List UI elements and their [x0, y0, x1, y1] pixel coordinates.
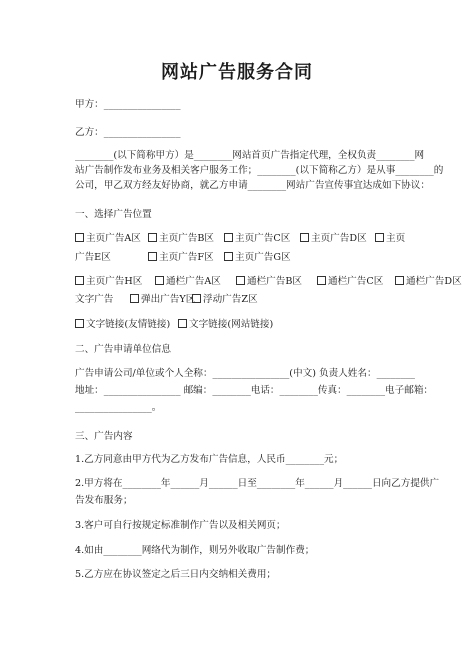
option-label: 主页	[386, 233, 406, 244]
applicant-info-line: 广告申请公司/单位或个人全称：________________(中文) 负责人姓名：________	[75, 368, 415, 379]
checkbox-icon[interactable]	[130, 294, 139, 303]
ad-position-option[interactable]	[75, 232, 141, 246]
party-a-line: 甲方：________________	[75, 99, 181, 110]
checkbox-icon[interactable]	[148, 252, 157, 261]
applicant-info-line: 地址：________________ 邮编：________电话：________传真：________电子邮箱：	[75, 385, 434, 396]
clause-line: 4.如由________网络代为制作，则另外收取广告制作费；	[75, 545, 315, 556]
option-label: 主页广告A区	[86, 233, 141, 244]
option-label: 主页广告F区	[159, 252, 214, 263]
checkbox-icon[interactable]	[224, 252, 233, 261]
ad-position-option[interactable]	[224, 232, 290, 246]
intro-line: 站广告制作发布业务及相关客户服务工作；________(以下简称乙方）是从事________的	[75, 165, 444, 176]
clause-line: 2.甲方将在________年______月______日至________年______月______日向乙方提供广	[75, 478, 440, 489]
checkbox-icon[interactable]	[178, 319, 187, 328]
document-title: 网站广告服务合同	[161, 62, 313, 83]
checkbox-icon[interactable]	[300, 233, 309, 242]
clause-line: 5.乙方应在协议签定之后三日内交纳相关费用；	[75, 569, 277, 580]
ad-position-option[interactable]	[148, 251, 214, 265]
checkbox-icon[interactable]	[148, 233, 157, 242]
option-label: 通栏广告C区	[328, 276, 384, 287]
checkbox-icon[interactable]	[317, 276, 326, 285]
applicant-info-line: ________________。	[75, 402, 162, 413]
ad-position-option[interactable]	[375, 232, 405, 246]
clause-line: 3.客户可自行按规定标准制作广告以及相关网页；	[75, 520, 286, 531]
checkbox-icon[interactable]	[375, 233, 384, 242]
checkbox-icon[interactable]	[75, 233, 84, 242]
ad-position-option[interactable]	[395, 275, 465, 289]
ad-position-option[interactable]	[130, 293, 195, 307]
option-label-continued: 文字广告	[75, 294, 114, 305]
option-label: 弹出广告Y区	[141, 294, 196, 305]
ad-position-option[interactable]	[192, 293, 258, 307]
checkbox-icon[interactable]	[236, 276, 245, 285]
checkbox-icon[interactable]	[395, 276, 404, 285]
ad-position-option[interactable]	[224, 251, 291, 265]
option-label: 主页广告B区	[159, 233, 215, 244]
ad-position-option[interactable]	[236, 275, 302, 289]
ad-position-option[interactable]	[155, 275, 221, 289]
checkbox-icon[interactable]	[75, 319, 84, 328]
checkbox-icon[interactable]	[224, 233, 233, 242]
ad-position-option[interactable]	[300, 232, 367, 246]
intro-line: ________(以下简称甲方）是________网站首页广告指定代理，全权负责________网	[75, 150, 425, 161]
checkbox-icon[interactable]	[155, 276, 164, 285]
party-b-line: 乙方：________________	[75, 127, 181, 138]
option-label: 文字链接(网站链接)	[189, 319, 274, 330]
intro-line: 公司，甲乙双方经友好协商，就乙方申请________网站广告宣传事宜达成如下协议：	[75, 180, 430, 191]
ad-position-option[interactable]	[75, 275, 142, 289]
section-heading: 一、选择广告位置	[75, 209, 152, 220]
checkbox-icon[interactable]	[192, 294, 201, 303]
option-label-continued: 广告E区	[75, 252, 111, 263]
section-heading: 三、广告内容	[75, 431, 133, 442]
option-label: 文字链接(友情链接)	[86, 319, 171, 330]
checkbox-icon[interactable]	[75, 276, 84, 285]
option-label: 通栏广告D区	[406, 276, 462, 287]
option-label: 通栏广告B区	[247, 276, 303, 287]
clause-line: 告发布服务；	[75, 495, 133, 506]
option-label: 主页广告H区	[86, 276, 143, 287]
ad-position-option[interactable]	[178, 318, 273, 332]
ad-position-option[interactable]	[75, 318, 170, 332]
option-label: 主页广告D区	[311, 233, 367, 244]
ad-position-option[interactable]	[317, 275, 383, 289]
option-label: 主页广告C区	[235, 233, 291, 244]
option-label: 主页广告G区	[235, 252, 291, 263]
option-label: 浮动广告Z区	[203, 294, 258, 305]
option-label: 通栏广告A区	[166, 276, 221, 287]
section-heading: 二、广告申请单位信息	[75, 344, 171, 355]
ad-position-option[interactable]	[148, 232, 214, 246]
clause-line: 1.乙方同意由甲方代为乙方发布广告信息，人民币________元；	[75, 454, 344, 465]
